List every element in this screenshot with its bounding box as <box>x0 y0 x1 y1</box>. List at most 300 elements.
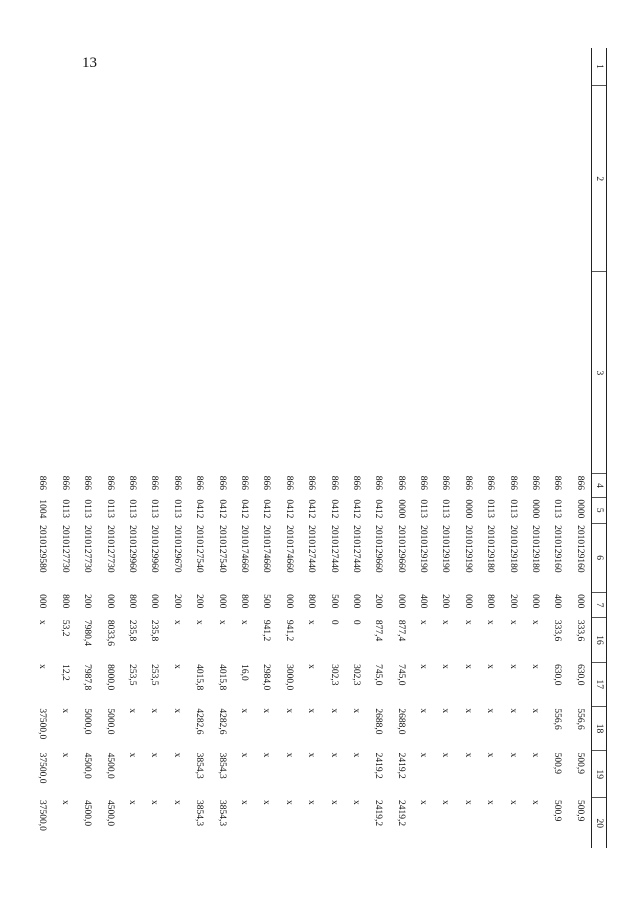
col-header: 3 <box>592 272 607 474</box>
table-cell: x <box>306 752 317 758</box>
table-cell: x <box>283 799 294 805</box>
table-cell: 000 <box>395 594 406 609</box>
table-cell: 37500,0 <box>37 799 48 831</box>
table-cell: x <box>507 619 518 625</box>
table-cell: 3854,3 <box>194 799 205 827</box>
table-cell-empty <box>367 48 389 86</box>
table-cell: 000 <box>350 594 361 609</box>
table-cell: 302,3 <box>350 664 361 686</box>
table-row <box>367 48 389 848</box>
table-cell: 866 <box>395 475 406 490</box>
table-cell: 745,0 <box>373 664 384 686</box>
table-cell: 941,2 <box>261 619 272 642</box>
table-cell: 000 <box>149 594 160 609</box>
table-cell: 866 <box>418 475 429 490</box>
table-cell: 0 <box>350 619 361 625</box>
table-cell: x <box>171 619 182 625</box>
table-cell-empty <box>166 86 188 272</box>
table-cell-empty <box>389 272 411 474</box>
table-cell: 8033,6 <box>104 619 115 646</box>
table-cell: 333,6 <box>552 619 563 642</box>
table-cell: x <box>59 708 70 714</box>
table-cell: x <box>149 799 160 805</box>
table-cell: 0000 <box>462 499 473 519</box>
table-cell-empty <box>31 272 53 474</box>
table-cell-empty <box>546 48 568 86</box>
table-cell: 877,4 <box>395 619 406 642</box>
table-row <box>76 48 98 848</box>
table-cell: 0113 <box>149 499 160 519</box>
table-cell-empty <box>569 48 592 86</box>
table-cell: 37500,0 <box>37 708 48 740</box>
table-cell: x <box>306 708 317 714</box>
table-cell-empty <box>143 48 165 86</box>
table-row <box>546 48 568 848</box>
table-cell: 200 <box>507 594 518 609</box>
table-row <box>233 48 255 848</box>
table-cell: x <box>462 752 473 758</box>
table-cell: 2010127730 <box>104 525 115 573</box>
table-cell: 0412 <box>238 499 249 519</box>
table-cell: 866 <box>350 475 361 490</box>
table-cell: 8000,0 <box>104 664 115 691</box>
table-cell: x <box>485 619 496 625</box>
table-cell: 0412 <box>194 499 205 519</box>
table-cell: 000 <box>216 594 227 609</box>
table-cell: 0000 <box>395 499 406 519</box>
table-cell-empty <box>210 48 232 86</box>
table-cell: x <box>485 752 496 758</box>
table-cell: x <box>216 619 227 625</box>
table-cell: 7987,8 <box>82 664 93 691</box>
table-cell-empty <box>98 48 120 86</box>
table-cell: 000 <box>104 594 115 609</box>
table-row <box>434 48 456 848</box>
table-cell-empty <box>166 272 188 474</box>
table-cell: 2419,2 <box>373 752 384 779</box>
table-cell: 2010129670 <box>171 525 182 573</box>
table-cell: 0412 <box>283 499 294 519</box>
table-cell: 0113 <box>59 499 70 519</box>
table-body <box>31 48 591 848</box>
table-cell: 3000,0 <box>283 664 294 691</box>
header-row <box>592 48 607 848</box>
table-cell: 2010174660 <box>283 525 294 573</box>
table-cell: 500 <box>328 594 339 609</box>
table-cell: 866 <box>171 475 182 490</box>
table-cell: 866 <box>149 475 160 490</box>
table-cell: x <box>507 664 518 669</box>
table-cell: x <box>127 799 137 805</box>
table-cell: x <box>283 752 294 758</box>
table-cell-empty <box>457 48 479 86</box>
table-cell: 5000,0 <box>104 708 115 735</box>
table-cell: x <box>261 752 272 758</box>
table-cell-empty <box>389 86 411 272</box>
table-cell: 400 <box>552 594 563 609</box>
table-cell: x <box>440 619 451 625</box>
table-cell: 2688,0 <box>373 708 384 735</box>
col-header: 5 <box>592 497 607 523</box>
table-row <box>569 48 592 848</box>
table-cell: 0113 <box>127 499 137 519</box>
table-cell: 7980,4 <box>82 619 93 646</box>
table-cell: x <box>283 708 294 714</box>
table-cell: 2010174660 <box>238 525 249 573</box>
table-cell: 253,5 <box>127 664 137 686</box>
table-cell: x <box>59 752 70 758</box>
table-cell: 2010174660 <box>261 525 272 573</box>
table-cell-empty <box>546 272 568 474</box>
table-cell: x <box>530 619 541 625</box>
table-row <box>457 48 479 848</box>
table-cell-empty <box>501 272 523 474</box>
table-cell: 941,2 <box>283 619 294 642</box>
table-cell: x <box>306 799 317 805</box>
table-cell-empty <box>479 86 501 272</box>
table-cell: 200 <box>194 594 205 609</box>
table-cell-empty <box>233 48 255 86</box>
table-cell: 37500,0 <box>37 752 48 784</box>
table-cell: x <box>440 664 451 669</box>
col-header: 20 <box>592 798 607 848</box>
table-cell: 2010127540 <box>194 525 205 573</box>
table-cell: 0113 <box>507 499 518 519</box>
table-cell: 800 <box>485 594 496 609</box>
table-cell: 16,0 <box>238 664 249 681</box>
table-cell: x <box>418 708 429 714</box>
table-cell: x <box>485 664 496 669</box>
table-cell: 800 <box>306 594 317 609</box>
table-row <box>255 48 277 848</box>
table-cell-empty <box>524 86 546 272</box>
table-cell: 200 <box>373 594 384 609</box>
table-cell: 0113 <box>418 499 429 519</box>
table-cell: x <box>149 708 160 714</box>
table-cell: x <box>440 752 451 758</box>
table-cell-empty <box>166 48 188 86</box>
table-cell-empty <box>569 272 592 474</box>
col-header: 1 <box>592 48 607 86</box>
table-cell: 2010127730 <box>59 525 70 573</box>
table-cell-empty <box>300 86 322 272</box>
table-cell: 2010129180 <box>530 525 541 573</box>
col-header: 6 <box>592 523 607 592</box>
table-cell: x <box>328 708 339 714</box>
table-cell: x <box>306 619 317 625</box>
table-cell-empty <box>31 48 53 86</box>
table-cell: x <box>485 799 496 805</box>
table-cell: 866 <box>530 475 541 490</box>
table-cell: 4500,0 <box>104 799 115 827</box>
table-cell-empty <box>210 86 232 272</box>
table-cell: x <box>350 708 361 714</box>
table-cell-empty <box>188 272 210 474</box>
table-cell: 0412 <box>261 499 272 519</box>
table-cell: 2419,2 <box>373 799 384 827</box>
table-cell-empty <box>121 272 143 474</box>
table-cell: 866 <box>373 475 384 490</box>
table-cell-empty <box>501 86 523 272</box>
table-cell-empty <box>255 86 277 272</box>
table-cell: 866 <box>574 475 585 490</box>
table-cell-empty <box>412 272 434 474</box>
table-cell: 866 <box>194 475 205 490</box>
table-cell-empty <box>345 48 367 86</box>
table-cell-empty <box>188 86 210 272</box>
table-cell: 866 <box>59 475 70 490</box>
table-cell-empty <box>434 86 456 272</box>
col-header: 18 <box>592 706 607 750</box>
table-cell: 235,8 <box>149 619 160 642</box>
table-cell: 200 <box>171 594 182 609</box>
table-cell-empty <box>367 86 389 272</box>
table-cell: 200 <box>440 594 451 609</box>
table-cell: 0113 <box>104 499 115 519</box>
table-cell: 866 <box>37 475 48 490</box>
table-cell: 253,5 <box>149 664 160 686</box>
table-cell: x <box>328 799 339 805</box>
table-cell: x <box>530 664 541 669</box>
table-row <box>278 48 300 848</box>
table-cell: x <box>37 619 48 625</box>
table-cell-empty <box>76 272 98 474</box>
table-cell: x <box>261 708 272 714</box>
table-cell: 4500,0 <box>82 799 93 827</box>
table-cell: x <box>194 619 205 625</box>
table-cell: x <box>507 752 518 758</box>
table-row <box>188 48 210 848</box>
table-cell: x <box>149 752 160 758</box>
table-cell-empty <box>322 272 344 474</box>
table-cell: 2010129180 <box>485 525 496 573</box>
table-cell: 500,9 <box>552 799 563 822</box>
table-cell: x <box>418 619 429 625</box>
table-cell: x <box>261 799 272 805</box>
table-cell: 4015,8 <box>216 664 227 691</box>
table-cell-empty <box>524 272 546 474</box>
table-cell: 866 <box>507 475 518 490</box>
table-cell: 800 <box>59 594 70 609</box>
table-cell: 0113 <box>552 499 563 519</box>
table-row <box>389 48 411 848</box>
table-cell: 866 <box>216 475 227 490</box>
table-cell: 2010129660 <box>395 525 406 573</box>
table-cell-empty <box>121 48 143 86</box>
table-cell: 866 <box>104 475 115 490</box>
table-cell-empty <box>31 86 53 272</box>
table-cell-empty <box>54 272 76 474</box>
table-cell: 745,0 <box>395 664 406 686</box>
table-cell: 0113 <box>82 499 93 519</box>
table-cell-empty <box>143 86 165 272</box>
table-cell: x <box>418 799 429 805</box>
table-cell: x <box>171 664 182 669</box>
table-cell-empty <box>54 86 76 272</box>
table-cell: x <box>462 799 473 805</box>
table-cell: 0412 <box>350 499 361 519</box>
table-cell: 5000,0 <box>82 708 93 735</box>
table-cell-empty <box>278 48 300 86</box>
table-cell: x <box>462 619 473 625</box>
table-cell-empty <box>367 272 389 474</box>
table-cell: x <box>306 664 317 669</box>
table-cell: x <box>462 664 473 669</box>
table-cell-empty <box>121 86 143 272</box>
table-cell-empty <box>457 86 479 272</box>
table-cell: 3854,3 <box>194 752 205 779</box>
table-cell-empty <box>345 86 367 272</box>
table-cell: 800 <box>238 594 249 609</box>
table-cell: 000 <box>462 594 473 609</box>
table-cell: 866 <box>552 475 563 490</box>
table-cell-empty <box>255 272 277 474</box>
table-row <box>501 48 523 848</box>
table-cell: 3854,3 <box>216 799 227 827</box>
table-cell: 0113 <box>171 499 182 519</box>
table-cell: 2688,0 <box>395 708 406 735</box>
table-cell: 4015,8 <box>194 664 205 691</box>
table-cell: 500,9 <box>574 752 585 774</box>
table-cell: 200 <box>82 594 93 609</box>
table-cell: 4500,0 <box>104 752 115 779</box>
table-row <box>300 48 322 848</box>
table-cell: 1004 <box>37 499 48 519</box>
table-cell: x <box>171 708 182 714</box>
table-cell: 0412 <box>306 499 317 519</box>
table-cell-empty <box>322 86 344 272</box>
table-cell: 0412 <box>328 499 339 519</box>
table-cell: 866 <box>440 475 451 490</box>
table-cell: x <box>507 799 518 805</box>
table-cell: 500,9 <box>552 752 563 774</box>
table-cell-empty <box>76 48 98 86</box>
table-row <box>345 48 367 848</box>
table-cell: 2419,2 <box>395 799 406 827</box>
table-row <box>143 48 165 848</box>
table-cell-empty <box>76 86 98 272</box>
table-cell: 2010127730 <box>82 525 93 573</box>
rotated-table-wrapper <box>37 48 607 848</box>
table-cell: 2010127440 <box>350 525 361 573</box>
table-cell-empty <box>233 86 255 272</box>
table-cell: x <box>171 752 182 758</box>
table-cell: x <box>418 664 429 669</box>
table-cell: 4282,6 <box>194 708 205 735</box>
table-cell: x <box>328 752 339 758</box>
table-cell: x <box>440 708 451 714</box>
table-row <box>210 48 232 848</box>
col-header: 16 <box>592 618 607 662</box>
table-cell: 0113 <box>440 499 451 519</box>
table-cell: 000 <box>37 594 48 609</box>
table-cell: x <box>507 708 518 714</box>
col-header: 4 <box>592 474 607 498</box>
table-cell: 000 <box>283 594 294 609</box>
table-cell: 235,8 <box>127 619 137 642</box>
table-cell: 12,2 <box>59 664 70 681</box>
table-cell-empty <box>278 272 300 474</box>
table-cell: 53,2 <box>59 619 70 637</box>
table-cell: x <box>238 799 249 805</box>
table-cell: 2419,2 <box>395 752 406 779</box>
table-row <box>412 48 434 848</box>
table-cell-empty <box>255 48 277 86</box>
table-cell-empty <box>479 48 501 86</box>
table-cell: 556,6 <box>552 708 563 730</box>
table-cell-empty <box>345 272 367 474</box>
table-cell-empty <box>210 272 232 474</box>
table-cell: 000 <box>530 594 541 609</box>
table-cell: 866 <box>306 475 317 490</box>
table-cell: 877,4 <box>373 619 384 642</box>
table-cell: 2010129660 <box>373 525 384 573</box>
table-cell-empty <box>300 272 322 474</box>
table-cell: x <box>127 708 137 714</box>
table-cell-empty <box>479 272 501 474</box>
table-cell: x <box>238 619 249 625</box>
table-row <box>479 48 501 848</box>
col-header: 2 <box>592 86 607 272</box>
table-row <box>98 48 120 848</box>
table-row <box>31 48 53 848</box>
table-cell-empty <box>501 48 523 86</box>
col-header: 17 <box>592 662 607 706</box>
table-cell: 333,6 <box>574 619 585 642</box>
table-cell: 302,3 <box>328 664 339 686</box>
table-cell: 0412 <box>373 499 384 519</box>
table-cell: 2010129160 <box>574 525 585 573</box>
table-row <box>166 48 188 848</box>
table-row <box>322 48 344 848</box>
table-cell: x <box>530 708 541 714</box>
table-cell: 0000 <box>574 499 585 519</box>
table-cell: 2010129960 <box>127 525 137 573</box>
table-cell: x <box>530 752 541 758</box>
table-cell: 2010127440 <box>306 525 317 573</box>
table-cell: x <box>418 752 429 758</box>
table-cell: 2010129580 <box>37 525 48 573</box>
table-row <box>524 48 546 848</box>
table-cell-empty <box>278 86 300 272</box>
table-cell: 0113 <box>485 499 496 519</box>
table-cell-empty <box>412 86 434 272</box>
table-cell: 866 <box>328 475 339 490</box>
table-cell: x <box>127 752 137 758</box>
table-cell-empty <box>188 48 210 86</box>
table-cell: 2984,0 <box>261 664 272 691</box>
page-number: 13 <box>82 55 97 71</box>
table-cell-empty <box>300 48 322 86</box>
table-cell: x <box>37 664 48 669</box>
table-cell: 2010127440 <box>328 525 339 573</box>
table-cell: 4282,6 <box>216 708 227 735</box>
table-cell-empty <box>389 48 411 86</box>
table-cell: x <box>350 752 361 758</box>
table-cell: 4500,0 <box>82 752 93 779</box>
table-cell-empty <box>434 48 456 86</box>
table-cell: x <box>462 708 473 714</box>
table-cell-empty <box>98 272 120 474</box>
col-header: 7 <box>592 592 607 618</box>
table-cell: x <box>485 708 496 714</box>
table-cell: 630,0 <box>574 664 585 686</box>
table-row <box>54 48 76 848</box>
table-cell: x <box>530 799 541 805</box>
table-cell: 866 <box>127 475 137 490</box>
table-cell: 866 <box>238 475 249 490</box>
table-cell: 2010129190 <box>462 525 473 573</box>
